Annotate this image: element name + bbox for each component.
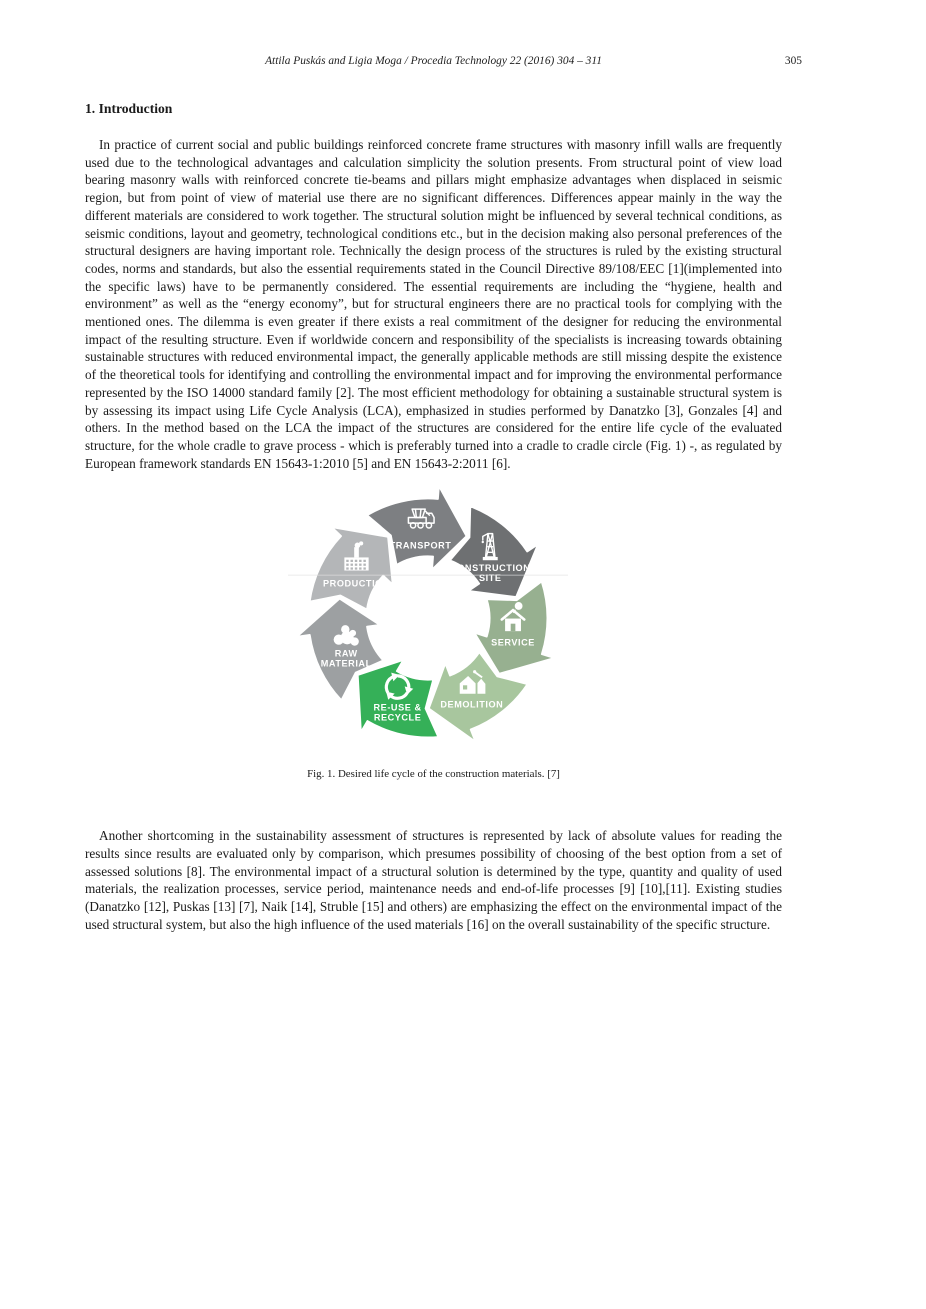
segment-label: SERVICE [491, 637, 535, 648]
segment-recycle [358, 660, 439, 738]
paragraph-introduction-2: Another shortcoming in the sustainability assessment of structures is represented by lack of absolute values for reading the results since results are evaluated only by comparison, which presumes possibility of choosing of the best option from a set of assessed solutions [8]. The environmental impact of a structural solution is determined by the type, quantity and quality of used materials, the realization processes, service period, maintenance needs and end-of-life processes [9] [10],[11]. Existing studies (Danatzko [12], Puskas [13] [7], Naik [14], Struble [15] and others) are emphasizing the effect on the environmental impact of the used structural system, but also the high influence of the used materials [16] on the overall sustainability of the specific structure. [85, 828, 782, 932]
segment-label: PRODUCTION [323, 578, 390, 589]
header-citation: Attila Puskás and Ligia Moga / Procedia Technology 22 (2016) 304 – 311 [265, 55, 602, 67]
section-heading: 1. Introduction [85, 101, 173, 116]
segment-crane [450, 507, 538, 598]
segment-factory [310, 527, 393, 610]
segment-label: RE-USE & RECYCLE [373, 702, 422, 724]
running-header [85, 55, 802, 67]
segment-label: RAW MATERIAL [320, 648, 372, 670]
lifecycle-diagram [288, 478, 568, 758]
page-number: 305 [784, 55, 802, 67]
segment-label: CONSTRUCTION SITE [450, 563, 531, 584]
figure-caption: Fig. 1. Desired life cycle of the construction materials. [7] [307, 768, 560, 781]
segment-label: DEMOLITION [440, 700, 504, 711]
figure-1 [85, 478, 782, 780]
segment-label: TRANSPORT [389, 540, 452, 551]
paragraph-introduction-1: In practice of current social and public buildings reinforced concrete frame structures with masonry infill walls are frequently used due to the technological advantages and calculation simplicity the solution presents. From structural point of view load bearing masonry walls with reinforced concrete tie-beams and pillars might emphasize advantages when displaced in seismic region, but from point of view of material use there are no significant differences. Differences appear mainly in the way the different materials are considered to work together. The structural solution might be influenced by several technical conditions, as seismic conditions, layout and geometry, technological conditions etc., but in the decision making also personal preferences of the structural designers are having important role. Technically the design process of the structures is ruled by the existing structural codes, norms and standards, but also the essential requirements stated in the Council Directive 89/108/EEC [1](implemented into the specific laws) have to be permanently considered. The essential requirements are including the “hygiene, health and environment” as well as the “energy economy”, but for structural engineers there are no practical tools for complying with the mentioned ones. The dilemma is even greater if there exists a real commitment of the designer for reducing the environmental impact of the resulting structure. Even if worldwide concern and responsibility of the specialists is increasing towards obtaining sustainable structures with reduced environmental impact, the generally applicable methods are still missing despite the existence of the theoretical tools for identifying and controlling the environmental impact and for improving the environmental performance represented by the ISO 14000 standard family [2]. The most efficient methodology for obtaining a sustainable structural system is by assessing its impact using Life Cycle Analysis (LCA), emphasized in studies performed by Danatzko [3], Gonzales [4] and others. In the method based on the LCA the impact of the structures are considered for the entire life cycle of the evaluated structure, for the whole cradle to grave process - which is preferably turned into a cradle to cradle circle (Fig. 1) -, as regulated by European framework standards EN 15643-1:2010 [5] and EN 15643-2:2011 [6]. [85, 137, 782, 471]
